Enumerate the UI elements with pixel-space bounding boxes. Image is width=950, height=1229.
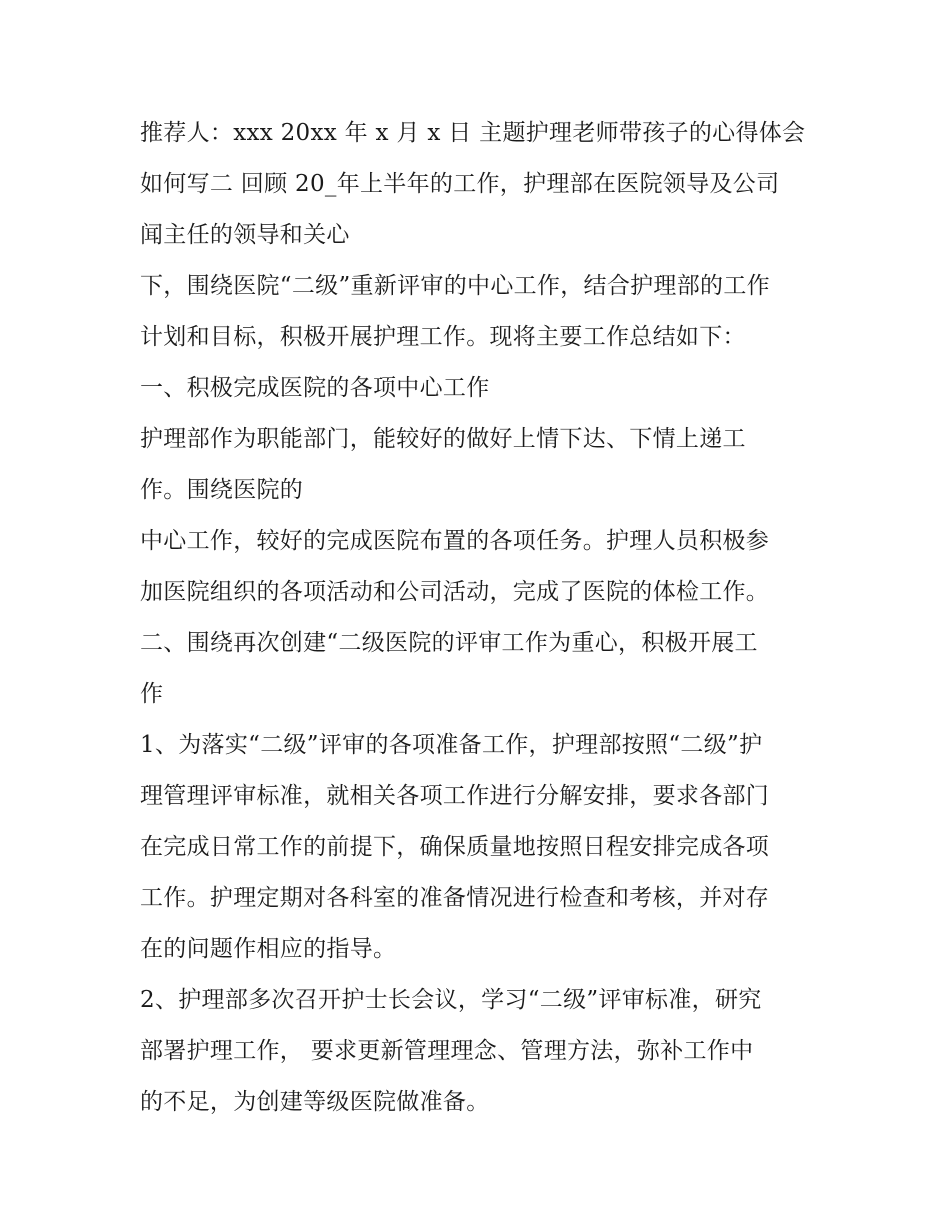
- text-line-recommender: 推荐人：xxx 20xx 年 x 月 x 日 主题护理老师带孩子的心得体会: [140, 120, 806, 146]
- list-item-2: 2、护理部多次召开护士长会议，学习“二级”评审标准，研究: [140, 987, 762, 1013]
- text-line: 部署护理工作， 要求更新管理理念、管理方法，弥补工作中: [140, 1038, 754, 1064]
- text-line: 作。围绕医院的: [140, 477, 304, 503]
- text-line: 工作。护理定期对各科室的准备情况进行检查和考核，并对存: [140, 885, 770, 911]
- text-line: 的不足，为创建等级医院做准备。: [140, 1089, 490, 1115]
- text-line: 在的问题作相应的指导。: [140, 936, 397, 962]
- text-line: 理管理评审标准，就相关各项工作进行分解安排，要求各部门: [140, 783, 770, 809]
- text-line: 中心工作，较好的完成医院布置的各项任务。护理人员积极参: [140, 528, 770, 554]
- text-line: 如何写二 回顾 20_年上半年的工作，护理部在医院领导及公司: [140, 171, 780, 197]
- section-heading-2: 二、围绕再次创建“二级医院的评审工作为重心，积极开展工: [140, 630, 758, 656]
- text-line: 加医院组织的各项活动和公司活动，完成了医院的体检工作。: [140, 579, 770, 605]
- list-item-1: 1、为落实“二级”评审的各项准备工作，护理部按照“二级”护: [140, 732, 763, 758]
- section-heading-1: 一、积极完成医院的各项中心工作: [140, 375, 490, 401]
- text-line: 护理部作为职能部门，能较好的做好上情下达、下情上递工: [140, 426, 746, 452]
- document-body: [140, 108, 820, 1128]
- text-line: 计划和目标，积极开展护理工作。现将主要工作总结如下：: [140, 324, 746, 350]
- text-line: 作: [140, 681, 164, 707]
- text-line: 在完成日常工作的前提下，确保质量地按照日程安排完成各项: [140, 834, 770, 860]
- text-line: 闻主任的领导和关心: [140, 222, 350, 248]
- text-line: 下，围绕医院“二级”重新评审的中心工作，结合护理部的工作: [140, 273, 770, 299]
